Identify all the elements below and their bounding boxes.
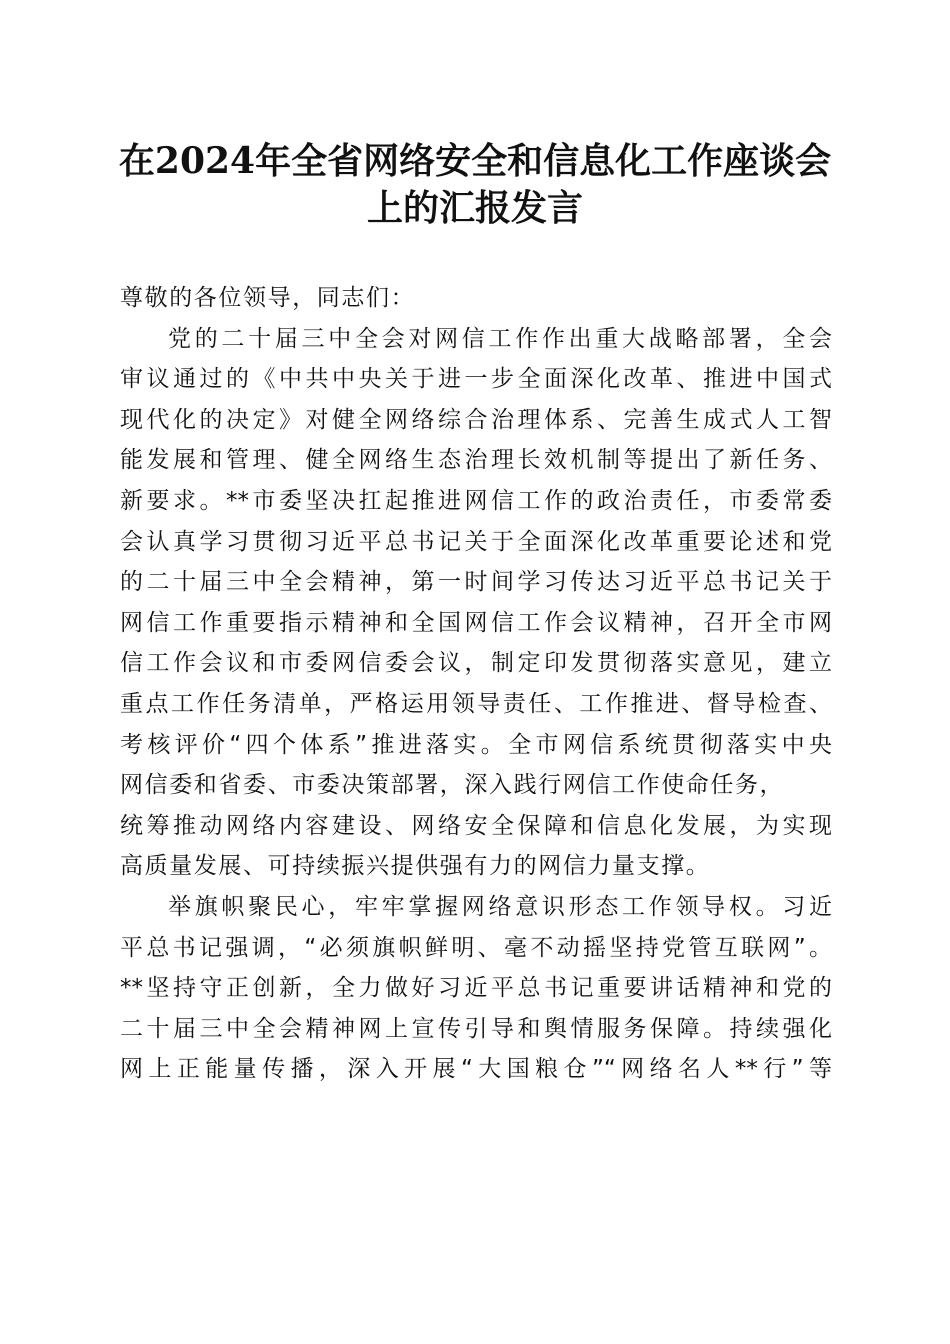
paragraph-line: 举旗帜聚民心，牢牢掌握网络意识形态工作领导权。习近 [168, 893, 832, 920]
paragraph-line: 重点工作任务清单，严格运用领导责任、工作推进、督导检查、 [120, 690, 832, 717]
paragraph-line: **坚持守正创新，全力做好习近平总书记重要讲话精神和党的 [120, 975, 832, 1002]
title-line-2: 上的汇报发言 [366, 187, 583, 229]
paragraph-line: 考核评价“四个体系”推进落实。全市网信系统贯彻落实中央 [120, 731, 832, 758]
paragraph-line: 党的二十届三中全会对网信工作作出重大战略部署，全会 [168, 325, 832, 352]
document-title [100, 138, 850, 232]
paragraph-line: 网信委和省委、市委决策部署，深入践行网信工作使命任务， [120, 772, 785, 799]
paragraph-line: 信工作会议和市委网信委会议，制定印发贯彻落实意见，建立 [120, 650, 832, 677]
title-line-1: 在2024年全省网络安全和信息化工作座谈会 [118, 140, 832, 182]
paragraph-line: 审议通过的《中共中央关于进一步全面深化改革、推进中国式 [120, 366, 832, 393]
document-body [120, 278, 832, 1090]
paragraph-1 [120, 319, 832, 887]
greeting: 尊敬的各位领导，同志们： [120, 285, 416, 311]
paragraph-line: 现代化的决定》对健全网络综合治理体系、完善生成式人工智 [120, 406, 832, 433]
paragraph-line: 网信工作重要指示精神和全国网信工作会议精神，召开全市网 [120, 609, 832, 636]
paragraph-line: 能发展和管理、健全网络生态治理长效机制等提出了新任务、 [120, 447, 832, 474]
paragraph-line: 网上正能量传播，深入开展“大国粮仓”“网络名人**行”等 [120, 1056, 832, 1083]
paragraph-2 [120, 887, 832, 1090]
paragraph-line: 统筹推动网络内容建设、网络安全保障和信息化发展，为实现 [120, 812, 832, 839]
paragraph-line: 新要求。**市委坚决扛起推进网信工作的政治责任，市委常委 [120, 487, 832, 514]
paragraph-line: 的二十届三中全会精神，第一时间学习传达习近平总书记关于 [120, 569, 832, 596]
paragraph-line: 会认真学习贯彻习近平总书记关于全面深化改革重要论述和党 [120, 528, 832, 555]
paragraph-line: 高质量发展、可持续振兴提供强有力的网信力量支撑。 [120, 853, 711, 880]
paragraph-line: 平总书记强调，“必须旗帜鲜明、毫不动摇坚持党管互联网”。 [120, 934, 832, 961]
paragraph-line: 二十届三中全会精神网上宣传引导和舆情服务保障。持续强化 [120, 1015, 832, 1042]
